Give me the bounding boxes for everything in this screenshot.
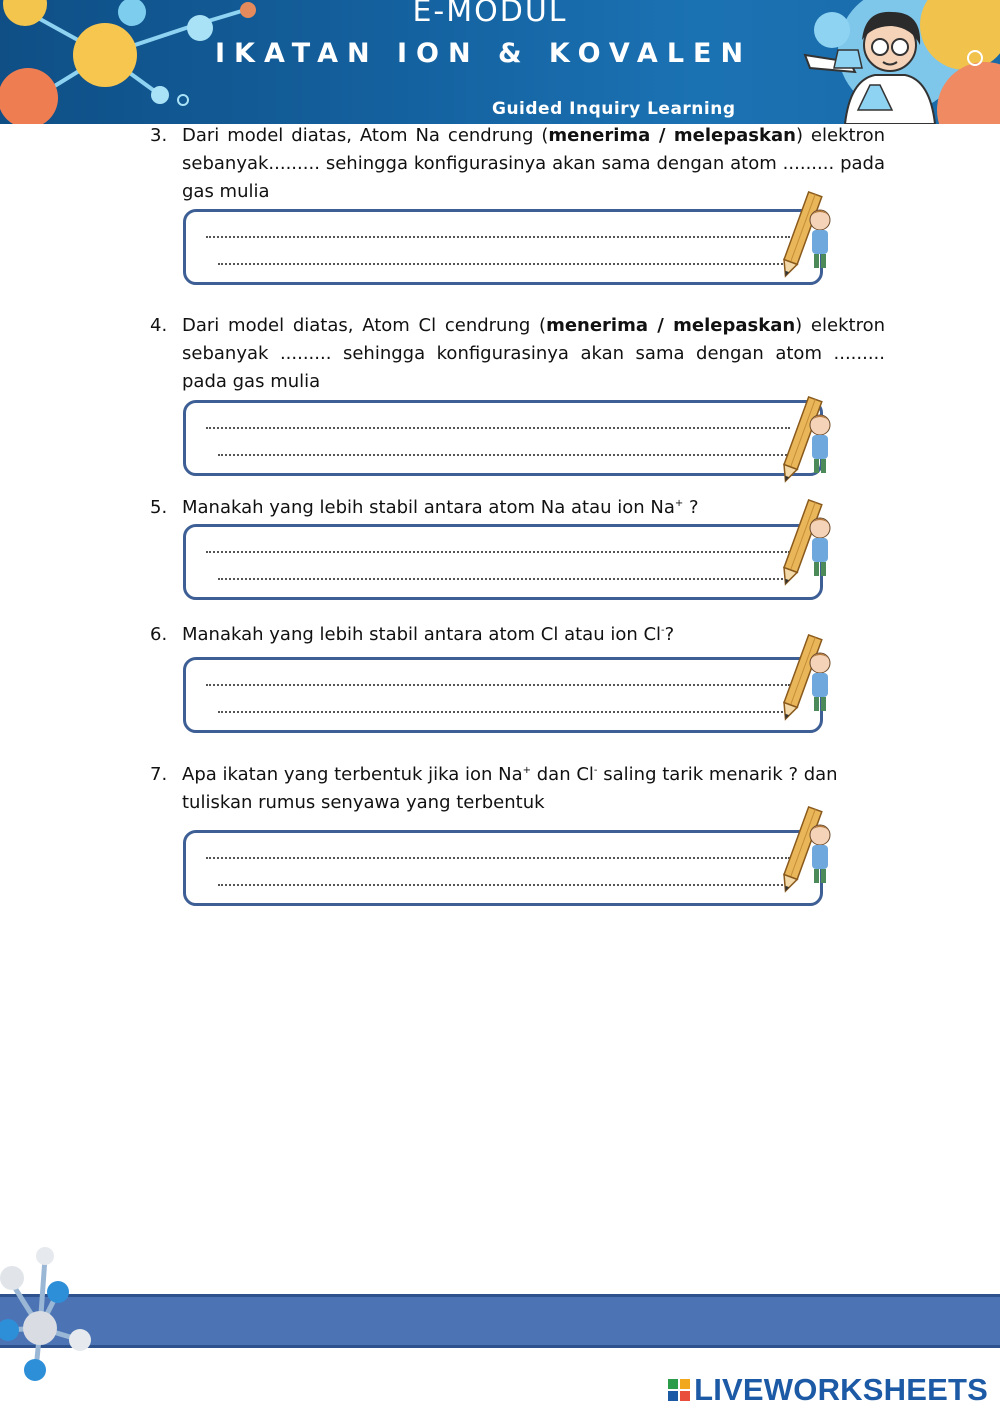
answer-box-5[interactable] — [183, 524, 823, 600]
answer-box-7[interactable] — [183, 830, 823, 906]
answer-box-4[interactable] — [183, 400, 823, 476]
question-6 — [150, 621, 885, 649]
scientist-illustration-icon — [800, 0, 950, 124]
answer-line — [206, 684, 790, 686]
pencil-kid-icon — [780, 395, 840, 490]
learning-model-tag: Guided Inquiry Learning — [492, 99, 736, 119]
answer-line — [206, 551, 790, 553]
question-number: 6. — [150, 624, 168, 645]
pencil-kid-icon — [780, 190, 840, 285]
answer-line — [218, 454, 790, 456]
question-text: Dari model diatas, Atom Cl cendrung (menerima / melepaskan) elektron sebanyak ......... sehingga konfigurasinya akan sama dengan atom ......... pada gas mulia — [182, 315, 885, 392]
answer-line — [218, 578, 790, 580]
answer-line — [206, 427, 790, 429]
liveworksheets-logo — [668, 1372, 988, 1408]
header-banner — [0, 0, 1000, 124]
pencil-kid-icon — [780, 633, 840, 728]
module-title: E-MODUL — [412, 0, 568, 29]
logo-squares-icon — [668, 1379, 690, 1401]
module-subject: IKATAN ION & KOVALEN — [215, 38, 753, 69]
liveworksheets-brand: LIVEWORKSHEETS — [694, 1372, 988, 1407]
answer-line — [206, 857, 790, 859]
question-number: 3. — [150, 125, 168, 146]
answer-box-3[interactable] — [183, 209, 823, 285]
question-3 — [150, 122, 885, 206]
pencil-kid-icon — [780, 805, 840, 900]
question-number: 7. — [150, 764, 168, 785]
question-text: Dari model diatas, Atom Na cendrung (menerima / melepaskan) elektron sebanyak......... sehingga konfigurasinya akan sama dengan atom ......... pada gas mulia — [182, 125, 885, 202]
question-7 — [150, 761, 885, 817]
question-4 — [150, 312, 885, 396]
answer-line — [218, 263, 790, 265]
answer-line — [206, 236, 790, 238]
answer-line — [218, 711, 790, 713]
question-text: Manakah yang lebih stabil antara atom Na atau ion Na+ ? — [182, 497, 699, 518]
pencil-kid-icon — [780, 498, 840, 593]
question-number: 5. — [150, 497, 168, 518]
answer-line — [218, 884, 790, 886]
question-text: Apa ikatan yang terbentuk jika ion Na+ dan Cl- saling tarik menarik ? dan tuliskan rumus senyawa yang terbentuk — [182, 764, 838, 813]
molecule-model-icon — [0, 1240, 110, 1390]
question-number: 4. — [150, 315, 168, 336]
footer-band — [0, 1294, 1000, 1348]
answer-box-6[interactable] — [183, 657, 823, 733]
question-text: Manakah yang lebih stabil antara atom Cl atau ion Cl-? — [182, 624, 675, 645]
question-5 — [150, 494, 885, 522]
